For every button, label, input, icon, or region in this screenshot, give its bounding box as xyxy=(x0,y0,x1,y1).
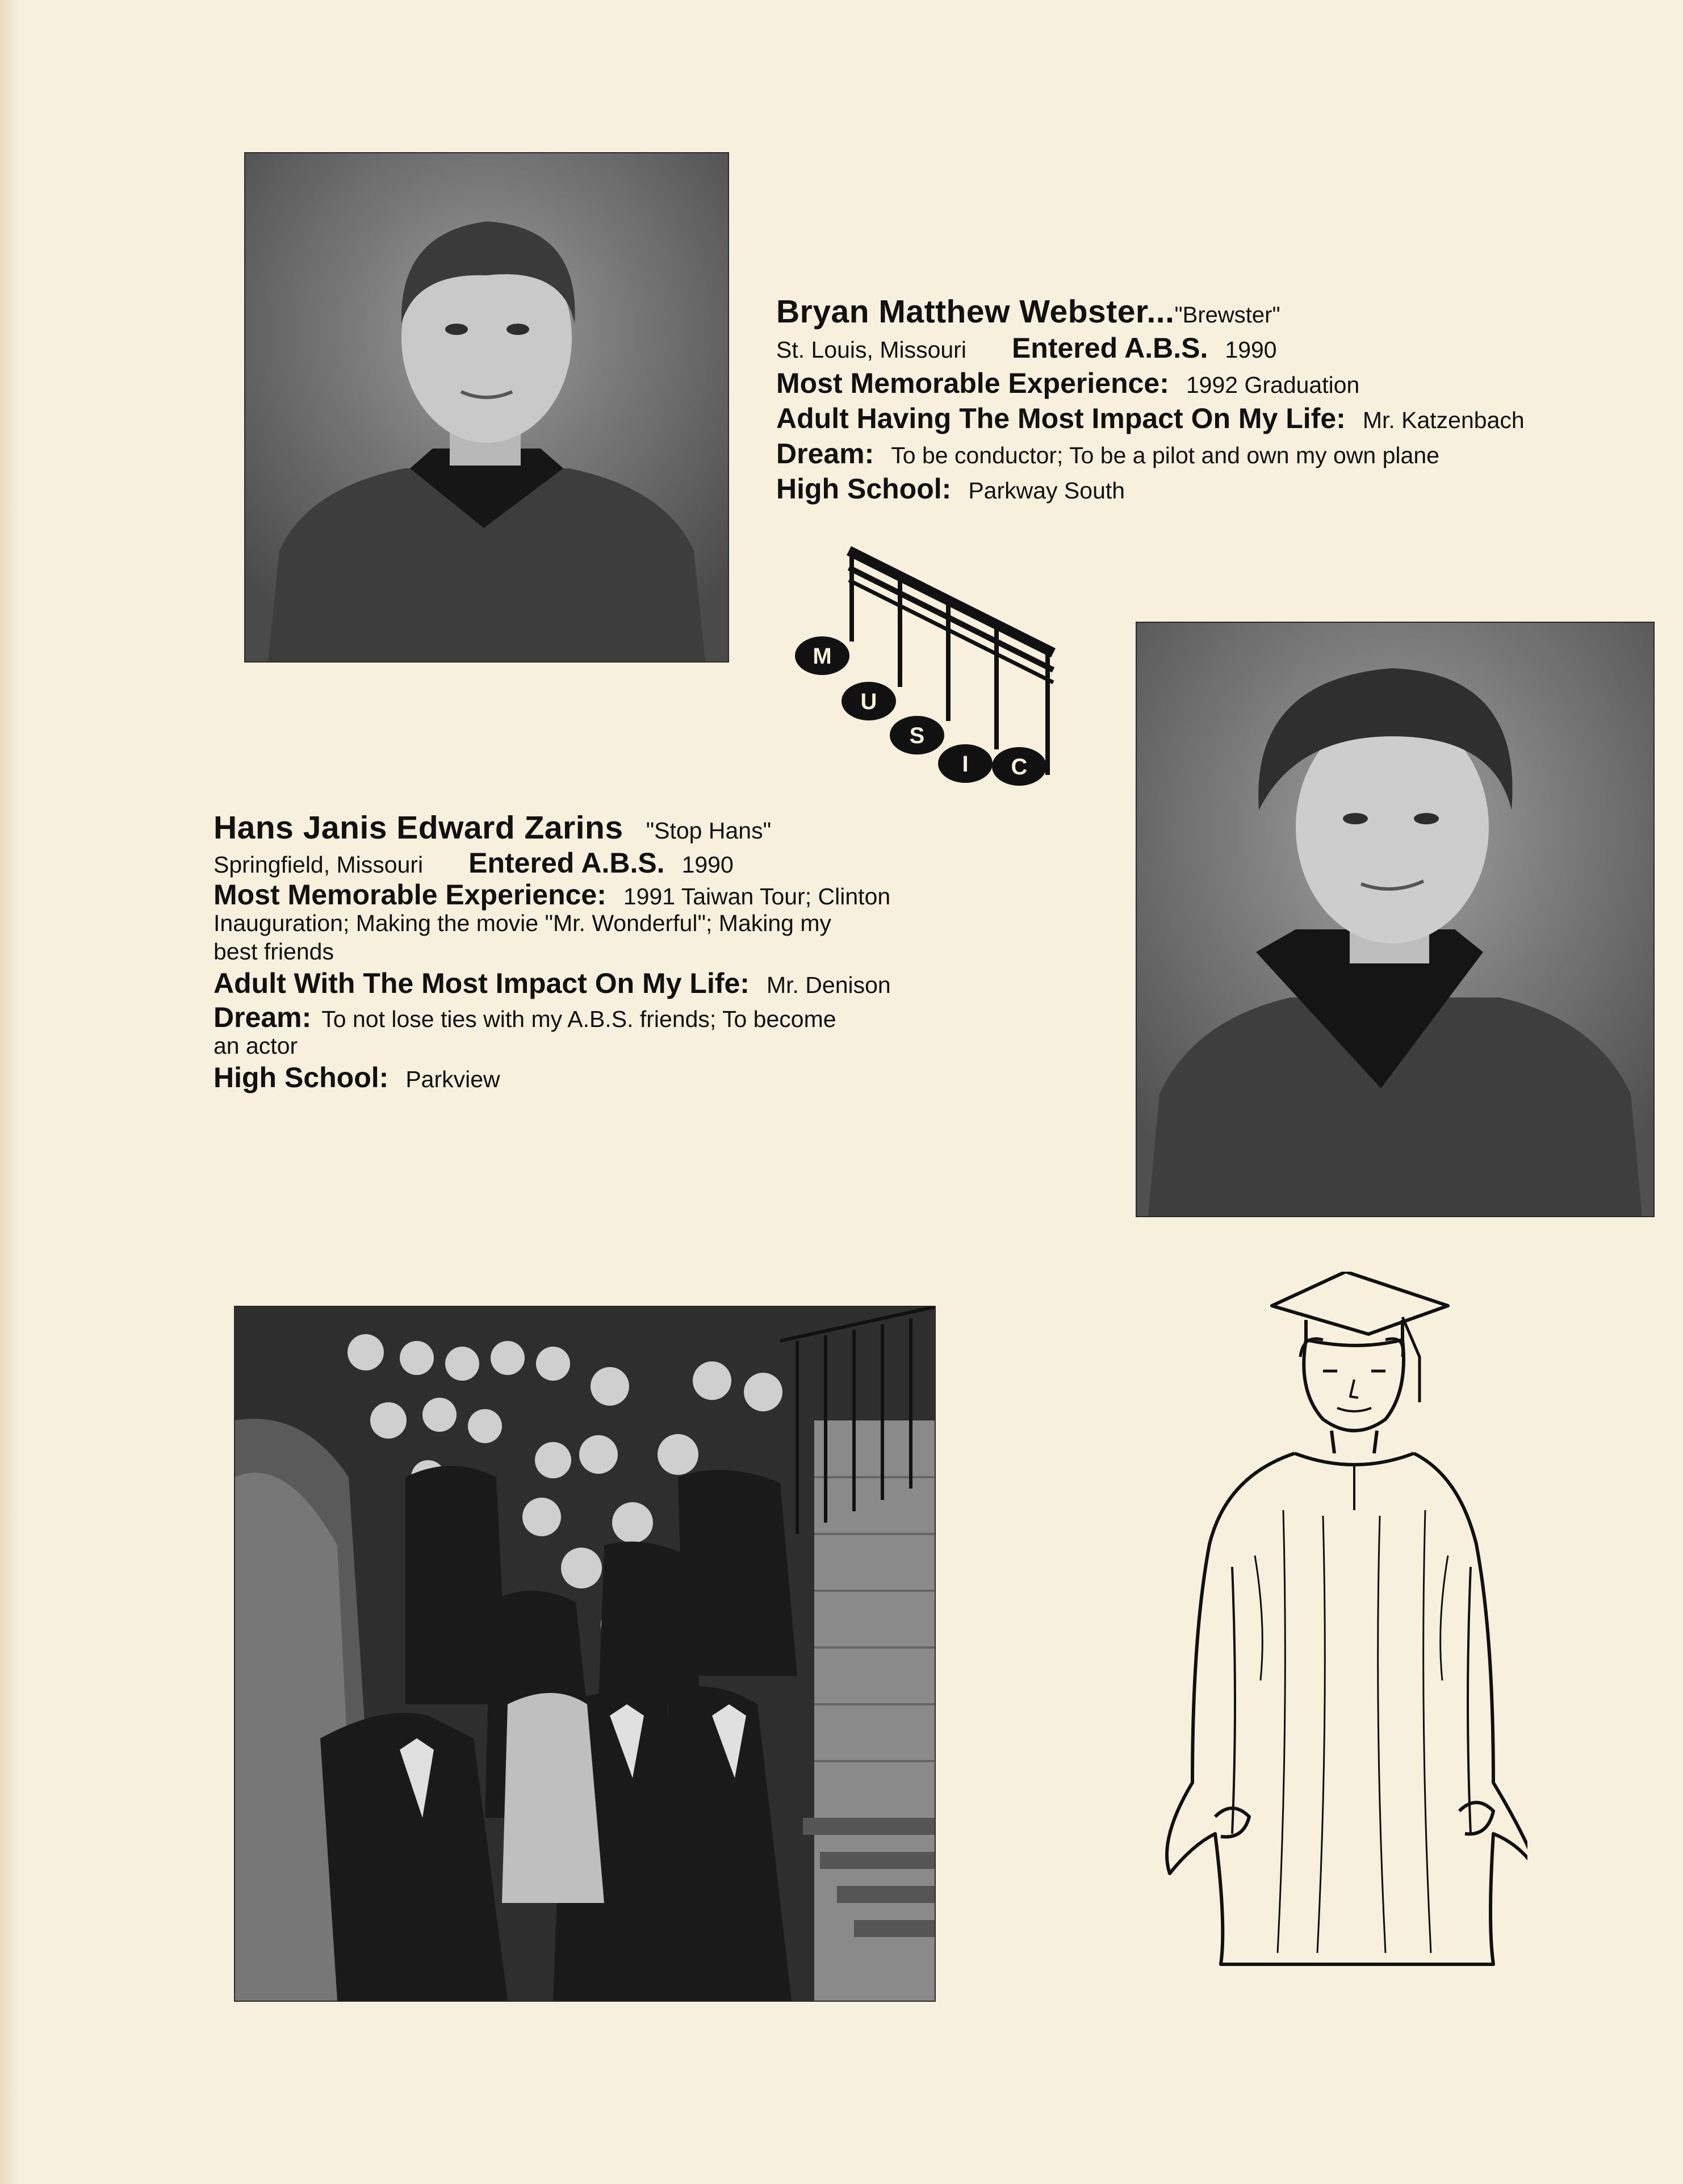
music-letter-i: I xyxy=(962,752,969,777)
dream-value: To be conductor; To be a pilot and own my own plane xyxy=(891,442,1439,468)
portrait-photo-webster xyxy=(244,152,729,663)
portrait-photo-zarins xyxy=(1136,622,1655,1217)
music-letter-s: S xyxy=(909,723,925,748)
music-letter-c: C xyxy=(1011,754,1028,779)
dream-label: Dream: xyxy=(213,1001,312,1033)
student-nickname: "Brewster" xyxy=(1174,303,1280,328)
music-letter-m: M xyxy=(813,644,832,669)
page-edge xyxy=(0,0,19,2184)
memorable-label: Most Memorable Experience: xyxy=(213,879,606,911)
bio-webster xyxy=(776,293,1639,508)
memorable-value-1: 1991 Taiwan Tour; Clinton xyxy=(623,883,891,909)
memorable-value-2: Inauguration; Making the movie "Mr. Wonderful"; Making my xyxy=(213,910,832,936)
entered-label: Entered A.B.S. xyxy=(1011,332,1208,364)
student-name: Hans Janis Edward Zarins xyxy=(213,810,623,846)
student-nickname: "Stop Hans" xyxy=(646,818,772,844)
hometown: St. Louis, Missouri xyxy=(776,337,966,363)
memorable-value: 1992 Graduation xyxy=(1186,372,1360,398)
school-label: High School: xyxy=(213,1062,389,1093)
entered-year: 1990 xyxy=(1225,337,1277,363)
hometown: Springfield, Missouri xyxy=(213,852,424,878)
memorable-value-3: best friends xyxy=(213,938,334,965)
entered-year: 1990 xyxy=(681,852,734,878)
memorable-label: Most Memorable Experience: xyxy=(776,367,1169,399)
dream-value-1: To not lose ties with my A.B.S. friends; To become xyxy=(321,1006,836,1032)
adult-label: Adult Having The Most Impact On My Life: xyxy=(776,403,1346,434)
entered-label: Entered A.B.S. xyxy=(468,847,665,879)
graduate-illustration xyxy=(1153,1272,1527,1976)
student-name: Bryan Matthew Webster... xyxy=(776,294,1175,330)
adult-value: Mr. Katzenbach xyxy=(1362,407,1525,433)
dream-label: Dream: xyxy=(776,438,874,470)
music-letter-u: U xyxy=(860,689,877,714)
adult-label: Adult With The Most Impact On My Life: xyxy=(213,967,750,999)
group-photo xyxy=(234,1306,936,2002)
dream-value-2: an actor xyxy=(213,1033,298,1059)
adult-value: Mr. Denison xyxy=(766,972,891,998)
school-value: Parkway South xyxy=(968,477,1125,504)
school-value: Parkview xyxy=(405,1066,500,1092)
music-notes-graphic xyxy=(795,539,1062,789)
bio-zarins xyxy=(213,809,991,1095)
school-label: High School: xyxy=(776,473,952,505)
